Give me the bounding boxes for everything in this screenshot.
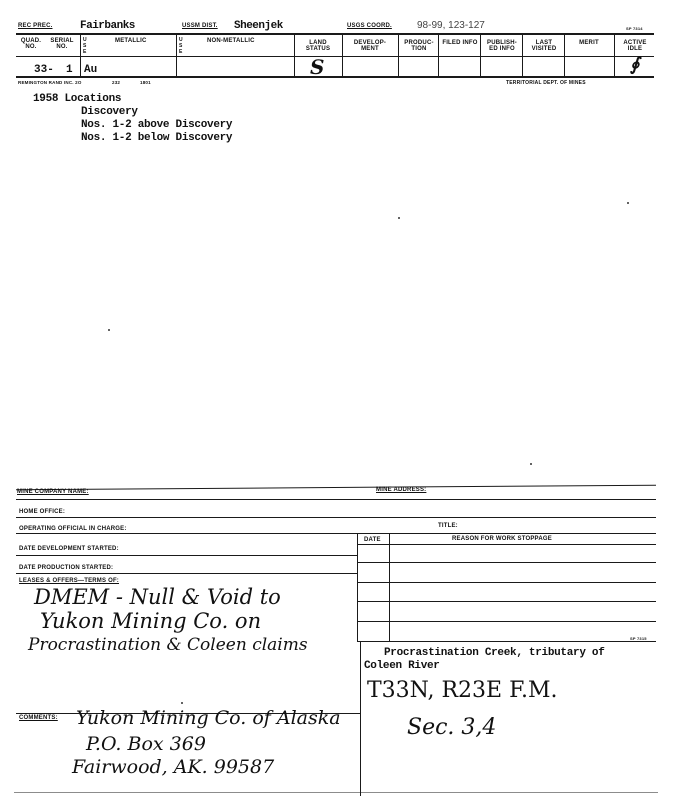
location-typed-line: Coleen River [364,660,440,672]
col-divider [438,34,439,78]
row-quad: 33- [34,64,54,76]
col-filed-info: FILED INFO [442,40,478,46]
header-rule [16,33,654,35]
location-item: Nos. 1-2 above Discovery [81,119,233,131]
row-metallic: Au [84,64,98,76]
prod-started-rule [16,573,357,574]
location-typed-line: Procrastination Creek, tributary of [384,647,605,659]
right-table-header-rule [357,544,656,545]
leases-handwriting-line: DMEM - Null & Void to [34,585,281,609]
row-rule [16,76,654,78]
operating-official-rule [16,533,656,534]
reason-label: REASON FOR WORK STOPPAGE [452,536,552,542]
printer-line: REMINGTON RAND INC. 2O [18,80,82,85]
col-merit: MERIT [579,40,599,46]
right-table-row-rule [357,601,656,602]
department-label: TERRITORIAL DEPT. OF MINES [506,80,586,86]
mine-company-rule [16,499,656,500]
col-divider [342,34,343,78]
printer-code: 232 [112,80,121,85]
comments-handwriting-line: Fairwood, AK. 99587 [72,756,275,778]
col-divider [614,34,615,78]
home-office-rule [16,517,656,518]
rec-prec-value: Fairbanks [80,20,135,32]
col-serial-no: SERIAL NO. [50,38,74,50]
col-divider [522,34,523,78]
col-development: DEVELOP- MENT [353,40,387,52]
scan-speck [181,702,183,704]
location-handwriting-line: Sec. 3,4 [407,715,497,740]
printer-code: 1801 [140,80,151,85]
scan-speck [398,217,400,219]
right-table-bottom-rule [357,641,656,642]
form-number-top: SP 7314 [626,26,643,31]
home-office-label: HOME OFFICE: [19,509,66,515]
col-metallic: METALLIC [115,38,147,44]
col-divider [80,34,81,78]
column-rule [16,56,654,57]
bottom-edge-rule [14,792,658,793]
col-divider [294,34,295,78]
right-table-row-rule [357,562,656,563]
row-land-status: S [310,55,325,79]
ussm-dist-label: USSM DIST. [182,23,218,29]
location-item: Nos. 1-2 below Discovery [81,132,233,144]
scan-speck [530,463,532,465]
col-published-info: PUBLISH- ED INFO [487,40,517,52]
scan-speck [108,329,110,331]
right-table-left-border [357,533,358,641]
row-serial: 1 [66,64,73,76]
col-nonmetallic: NON-METALLIC [207,38,255,44]
col-last-visited: LAST VISITED [531,40,557,52]
leases-label: LEASES & OFFERS—TERMS OF: [19,578,120,584]
comments-handwriting-line: P.O. Box 369 [86,733,206,755]
right-table-row-rule [357,582,656,583]
col-divider [176,34,177,78]
col-production: PRODUC- TION [404,40,434,52]
right-table-row-rule [357,621,656,622]
title-label: TITLE: [438,523,458,529]
dev-started-label: DATE DEVELOPMENT STARTED: [19,546,119,552]
ussm-dist-value: Sheenjek [234,20,283,32]
form-number-bottom: SP 7315 [630,636,647,641]
usgs-coord-value: 98-99, 123-127 [417,20,485,31]
location-item: Discovery [81,106,138,118]
lower-top-rule [16,485,656,490]
active-idle-mark: ∮ [630,54,640,75]
operating-official-label: OPERATING OFFICIAL IN CHARGE: [19,526,127,532]
col-quad-no: QUAD. NO. [20,38,42,50]
prod-started-label: DATE PRODUCTION STARTED: [19,565,114,571]
leases-handwriting-line: Yukon Mining Co. on [40,609,262,633]
comments-handwriting-line: Yukon Mining Co. of Alaska [76,707,341,729]
comments-label: COMMENTS: [19,715,58,721]
leases-handwriting-line: Procrastination & Coleen claims [28,635,308,655]
scan-speck [627,202,629,204]
col-land-status: LAND STATUS [305,40,331,52]
location-box-divider [360,641,361,796]
locations-heading: 1958 Locations [33,93,122,105]
mine-address-label: MINE ADDRESS: [376,487,427,493]
date-column-label: DATE [364,537,381,543]
col-nonmetallic-code: U S E [179,37,183,55]
right-table-date-divider [389,533,390,641]
dev-started-rule [16,555,357,556]
rec-prec-label: REC PREC. [18,23,53,29]
usgs-coord-label: USGS COORD. [347,23,392,29]
mine-company-label: MINE COMPANY NAME: [17,489,89,495]
col-divider [398,34,399,78]
col-divider [564,34,565,78]
col-metallic-code: U S E [83,37,87,55]
location-handwriting-line: T33N, R23E F.M. [367,678,558,703]
col-divider [480,34,481,78]
col-active-idle: ACTIVE IDLE [623,40,647,52]
